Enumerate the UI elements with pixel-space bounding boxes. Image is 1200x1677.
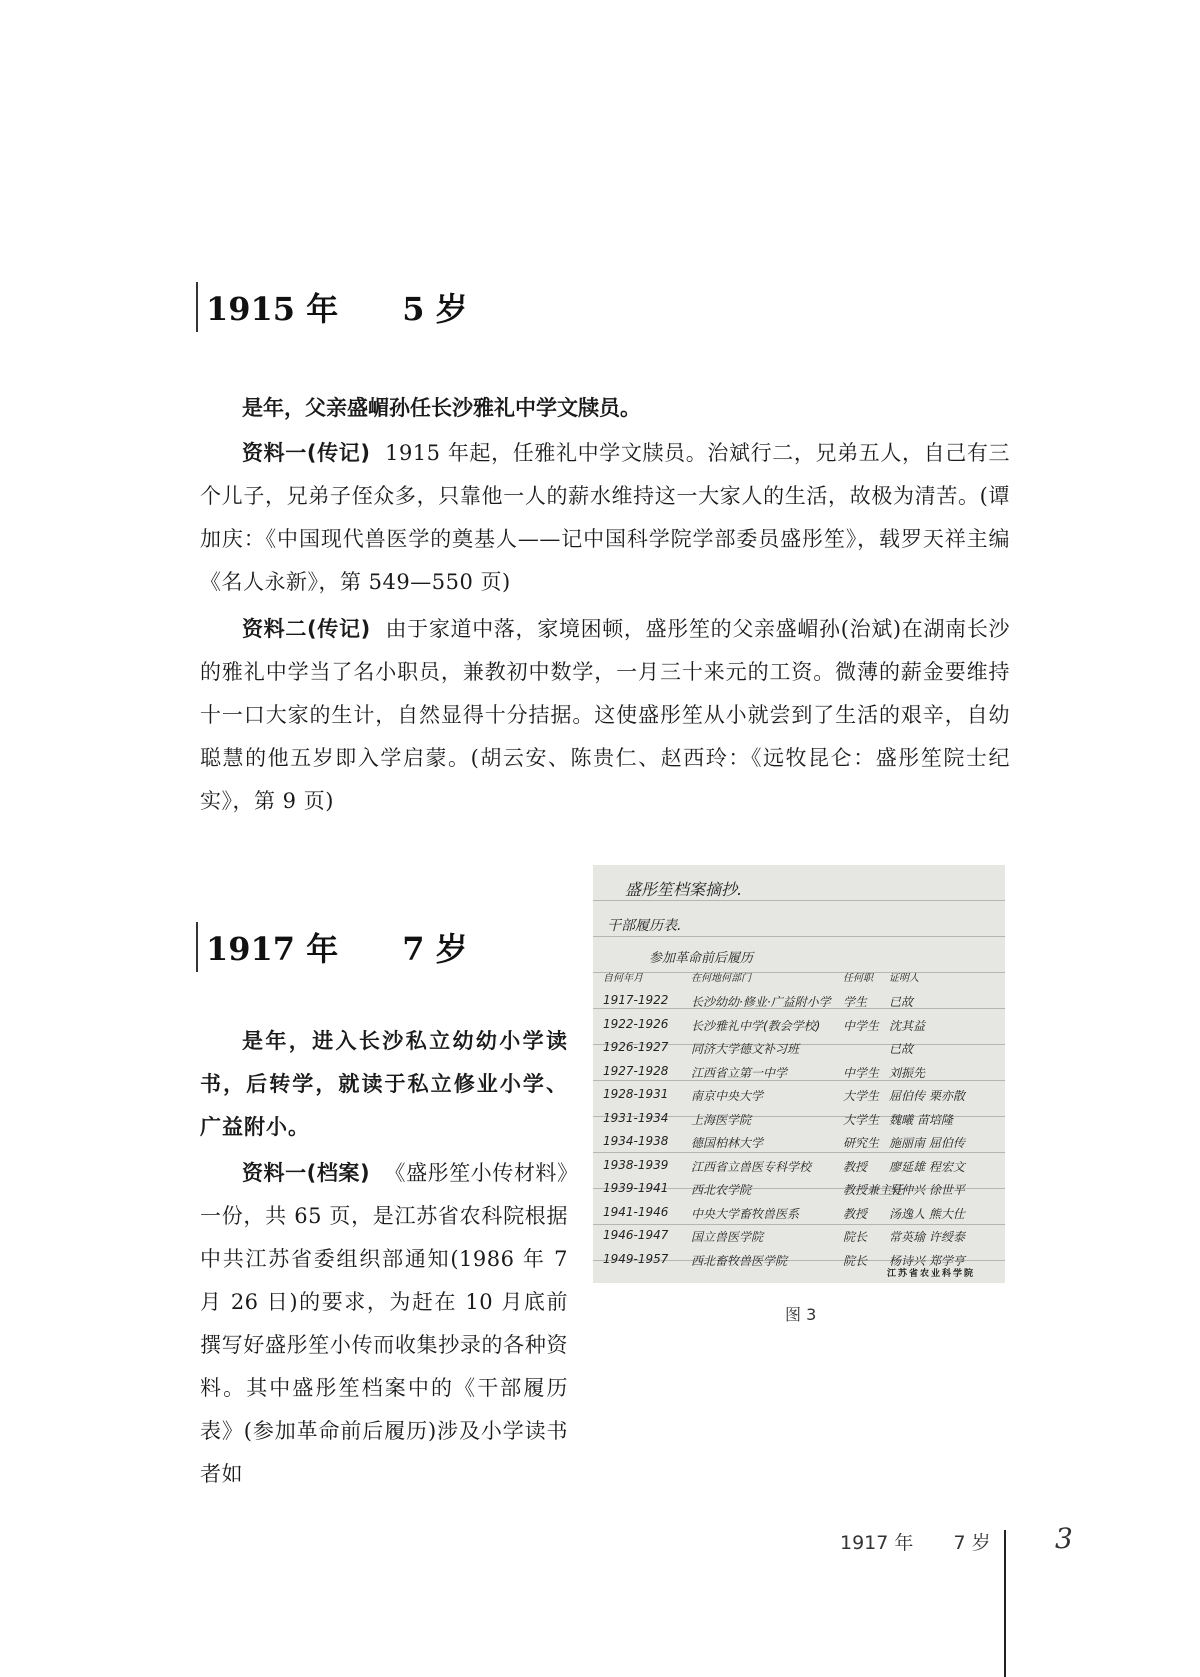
- figure-header-row: [603, 969, 997, 993]
- figure-cell: 大学生: [843, 1112, 880, 1127]
- figure-cell: 魏曦 苗培隆: [889, 1112, 953, 1127]
- figure-row: [603, 1181, 997, 1205]
- figure-cell: 院长: [843, 1230, 868, 1244]
- figure-cell: 长沙幼幼·修业·广益附小学: [691, 995, 831, 1009]
- figure-cell: 教授: [843, 1206, 868, 1221]
- figure-cell: 沈其益: [889, 1018, 926, 1033]
- figure-cell: 中央大学畜牧兽医系: [691, 1206, 800, 1221]
- figure-row: [603, 1040, 997, 1064]
- material-label: 资料一(传记): [242, 441, 371, 465]
- figure-caption: 图 3: [785, 1305, 817, 1324]
- figure-cell: 西北农学院: [691, 1183, 752, 1197]
- figure-subtitle-line: 干部履历表.: [607, 918, 682, 934]
- figure-cell: 德国柏林大学: [691, 1136, 764, 1150]
- figure-cell: 上海医学院: [691, 1112, 752, 1127]
- material-paragraph: [200, 1152, 568, 1496]
- section-age: 7 岁: [402, 930, 468, 968]
- material-label: 资料二(传记): [242, 617, 371, 641]
- figure-row: [603, 1134, 997, 1158]
- figure-cell: 1922-1926: [603, 1016, 669, 1031]
- figure-cell: 1931-1934: [603, 1110, 669, 1125]
- year-statement: 是年，父亲盛嵋孙任长沙雅礼中学文牍员。: [242, 396, 641, 420]
- page-number: 3: [1055, 1522, 1073, 1555]
- figure-cell: 西北畜牧兽医学院: [691, 1253, 788, 1268]
- figure-title-line: 盛彤笙档案摘抄.: [625, 880, 743, 899]
- figure-cell: 刘振先: [889, 1065, 926, 1080]
- figure-row: [603, 1205, 997, 1229]
- figure-cell: 中学生: [843, 1018, 880, 1033]
- section-heading-1917: [196, 922, 468, 972]
- figure-row: [603, 1017, 997, 1041]
- figure-header-cell: 任何职: [843, 973, 873, 984]
- figure-cell: 中学生: [843, 1065, 880, 1080]
- figure-header-cell: 证明人: [889, 973, 919, 984]
- figure-stamp: 江苏省农业科学院: [886, 1269, 975, 1279]
- figure-cell: 1946-1947: [603, 1228, 669, 1242]
- figure-row: [603, 1158, 997, 1182]
- figure-cell: 杨诗兴 郑学亨: [889, 1253, 965, 1268]
- material-text: 1915 年起，任雅礼中学文牍员。治斌行二，兄弟五人，自己有三个儿子，兄弟子侄众多，只靠他一人的薪水维持这一大家人的生活，故极为清苦。(谭加庆：《中国现代兽医学的奠基人——记中国科学院学部委员盛彤笙》，载罗天祥主编《名人永新》，第 549—550 页): [200, 441, 1010, 594]
- figure-row: [603, 993, 997, 1017]
- figure-cell: 汤逸人 熊大仕: [889, 1206, 965, 1221]
- figure-cell: 国立兽医学院: [691, 1230, 764, 1244]
- figure-cell: 1949-1957: [603, 1251, 669, 1266]
- running-footer: [840, 1528, 991, 1555]
- figure-row: [603, 1111, 997, 1135]
- figure-cell: 教授: [843, 1159, 868, 1174]
- figure-cell: 1927-1928: [603, 1063, 669, 1078]
- figure-cell: 屈伯传 栗亦散: [889, 1089, 965, 1103]
- figure-cell: 长沙雅礼中学(教会学校): [691, 1018, 821, 1033]
- figure-cell: 常英瑜 许绶泰: [889, 1230, 965, 1244]
- section-year: 1915 年: [206, 290, 339, 328]
- figure-cell: 南京中央大学: [691, 1089, 764, 1103]
- figure-row: [603, 1087, 997, 1111]
- figure-row: [603, 1064, 997, 1088]
- section-heading-1915: [196, 282, 468, 332]
- figure-cell: 学生: [843, 995, 868, 1009]
- figure-header-cell: 在何地何部门: [691, 973, 751, 984]
- material-text: 由于家道中落，家境困顿，盛彤笙的父亲盛嵋孙(治斌)在湖南长沙的雅礼中学当了名小职员，兼教初中数学，一月三十来元的工资。微薄的薪金要维持十一口大家的生计，自然显得十分拮据。这使盛彤笙从小就尝到了生活的艰辛，自幼聪慧的他五岁即入学启蒙。(胡云安、陈贵仁、赵西玲：《远牧昆仑：盛彤笙院士纪实》，第 9 页): [200, 617, 1010, 813]
- material-paragraph: [200, 432, 1010, 604]
- figure-cell: 1917-1922: [603, 993, 669, 1007]
- footer-year: 1917 年: [840, 1532, 914, 1554]
- figure-cell: 1939-1941: [603, 1181, 669, 1195]
- figure-row: [603, 1228, 997, 1252]
- material-text: 《盛彤笙小传材料》一份，共 65 页，是江苏省农科院根据中共江苏省委组织部通知(1986 年 7 月 26 日)的要求，为赶在 10 月底前撰写好盛彤笙小传而收集抄录的各种资料。其中盛彤笙档案中的《干部履历表》(参加革命前后履历)涉及小学读书者如: [200, 1161, 568, 1486]
- figure-cell: 1938-1939: [603, 1157, 669, 1172]
- year-statement: 是年，进入长沙私立幼幼小学读书，后转学，就读于私立修业小学、广益附小。: [200, 1029, 568, 1139]
- material-paragraph: [200, 608, 1010, 823]
- figure-cell: 吴仲兴 徐世平: [889, 1183, 965, 1197]
- archive-figure: [593, 865, 1005, 1283]
- figure-cell: 院长: [843, 1253, 868, 1268]
- figure-cell: 已故: [889, 995, 914, 1009]
- figure-cell: 大学生: [843, 1089, 880, 1103]
- figure-cell: 已故: [889, 1042, 914, 1056]
- footer-age: 7 岁: [953, 1532, 991, 1554]
- figure-heading-line: 参加革命前后履历: [649, 951, 754, 966]
- figure-cell: 江西省立兽医专科学校: [691, 1159, 812, 1174]
- figure-cell: 教授兼主任: [843, 1183, 904, 1197]
- figure-cell: 1934-1938: [603, 1134, 669, 1148]
- figure-cell: 施丽南 屈伯传: [889, 1136, 965, 1150]
- section-year: 1917 年: [206, 930, 339, 968]
- figure-cell: 江西省立第一中学: [691, 1065, 788, 1080]
- section-age: 5 岁: [402, 290, 468, 328]
- figure-header-cell: 自何年月: [603, 973, 643, 984]
- footer-rule: [1004, 1530, 1006, 1677]
- figure-cell: 1941-1946: [603, 1204, 669, 1219]
- figure-cell: 1928-1931: [603, 1087, 669, 1101]
- figure-cell: 同济大学德文补习班: [691, 1042, 800, 1056]
- figure-cell: 廖延雄 程宏文: [889, 1159, 965, 1174]
- figure-cell: 研究生: [843, 1136, 880, 1150]
- figure-cell: 1926-1927: [603, 1040, 669, 1054]
- material-label: 资料一(档案): [242, 1161, 371, 1185]
